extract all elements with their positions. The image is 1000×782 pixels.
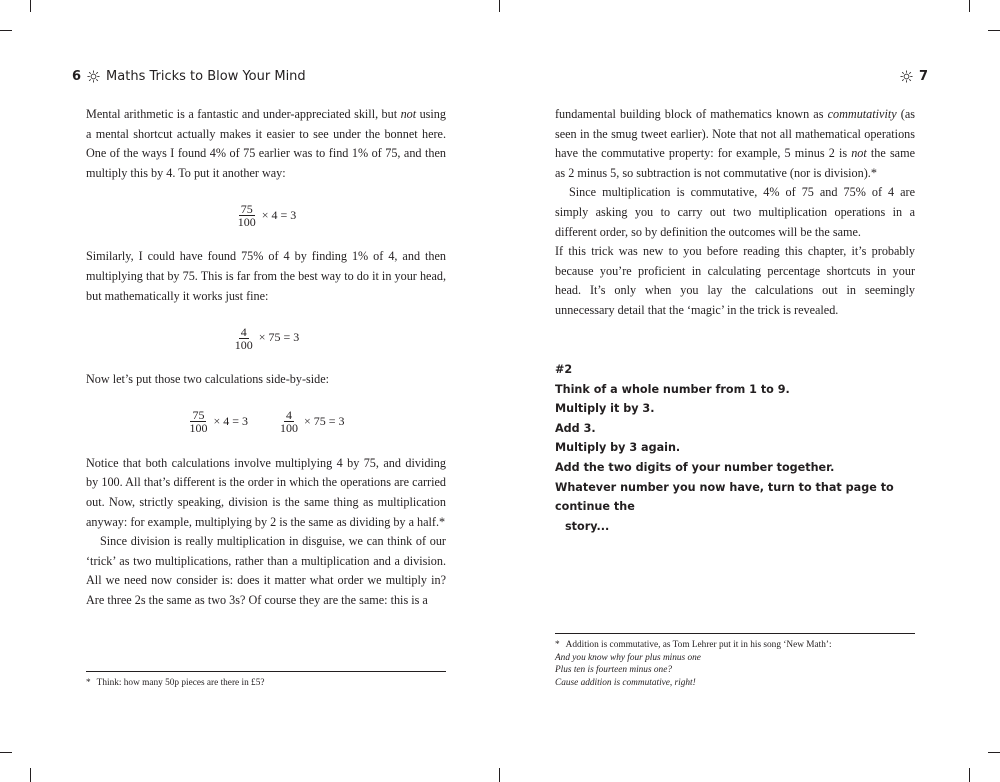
paragraph: Notice that both calculations involve multiplying 4 by 75, and dividing by 100. All that’s different is the order in which the operations are carried out. Now, strictly speaking, division is the same thing as multiplication anyway: for example, multiplying by 2 is the same as dividing by a half.* [86, 455, 446, 529]
right-body [555, 105, 915, 321]
running-head [72, 69, 306, 84]
footnote: * Addition is commutative, as Tom Lehrer put it in his song ‘New Math’: And you know why four plus minus one Plus ten is fourteen minus one? Cause addition is commutative, right! [555, 639, 915, 689]
left-body [86, 105, 446, 611]
right-page [500, 0, 1000, 782]
puzzle-step: Multiply by 3 again. [555, 441, 681, 455]
footnote: * Think: how many 50p pieces are there in £5? [86, 678, 265, 688]
running-title: Maths Tricks to Blow Your Mind [106, 69, 306, 84]
lyric-line: And you know why four plus minus one [555, 652, 701, 663]
running-head [900, 69, 928, 84]
sun-ornament-icon [900, 70, 913, 83]
puzzle-step: Whatever number you now have, turn to that page to continue the [555, 480, 894, 514]
paragraph: Mental arithmetic is a fantastic and under-appreciated skill, but not using a mental shortcut actually makes it easier to see under the bonnet here. One of the ways I found 4% of 75 earlier was to find 1% of 75, and then multiply this by 4. To put it another way: [86, 107, 446, 180]
paragraph: Since multiplication is commutative, 4% of 75 and 75% of 4 are simply asking you to carry out two multiplication operations in a different order, so by definition the outcomes will be the same. [555, 185, 915, 239]
puzzle-heading: #2 [555, 363, 573, 376]
paragraph: Since division is really multiplication in disguise, we can think of our ‘trick’ as two multiplications, rather than a multiplication and a division. All we need now consider is: does it matter what order we multiply in? Are three 2s the same as two 3s? Of course they are the same: this is a [86, 534, 446, 607]
paragraph: Similarly, I could have found 75% of 4 by finding 1% of 4, and then multiplying that by 75. This is far from the best way to do it in your head, but mathematically it works just fine: [86, 249, 446, 303]
equation-pair: $\frac{75}{100}$ × 4 = 3 $\frac{4}{100}$ × 75 = 3 [189, 408, 345, 436]
equation: $\frac{4}{100}$ × 75 = 3 [234, 324, 300, 352]
page-number: 6 [72, 69, 82, 84]
lyric-line: Plus ten is fourteen minus one? [555, 665, 672, 676]
puzzle-step: Think of a whole number from 1 to 9. [555, 382, 790, 396]
puzzle-step: Multiply it by 3. [555, 402, 655, 416]
paragraph: fundamental building block of mathematics known as commutativity (as seen in the smug tweet earlier). Note that not all mathematical operations have the commutative property: for example, 5 minus 2 is not the same as 2 minus 5, so subtraction is not commutative (nor is division).* [555, 107, 915, 180]
footnote-rule [555, 633, 915, 634]
puzzle-step: Add 3. [555, 421, 596, 435]
lyric-line: Cause addition is commutative, right! [555, 677, 696, 688]
sun-ornament-icon [87, 70, 100, 83]
page-number: 7 [919, 69, 929, 84]
footnote-rule [86, 671, 446, 672]
puzzle-step: Add the two digits of your number together. [555, 460, 835, 474]
equation: $\frac{75}{100}$ × 4 = 3 [237, 201, 297, 229]
puzzle-step-continued: story... [565, 519, 610, 533]
paragraph: If this trick was new to you before reading this chapter, it’s probably because you’re proficient in calculating percentage shortcuts in your head. It’s only when you lay the calculations out in seemingly unnecessary detail that the ‘magic’ in the trick is revealed. [555, 244, 915, 317]
puzzle-box [555, 360, 925, 536]
paragraph: Now let’s put those two calculations side-by-side: [86, 372, 330, 387]
